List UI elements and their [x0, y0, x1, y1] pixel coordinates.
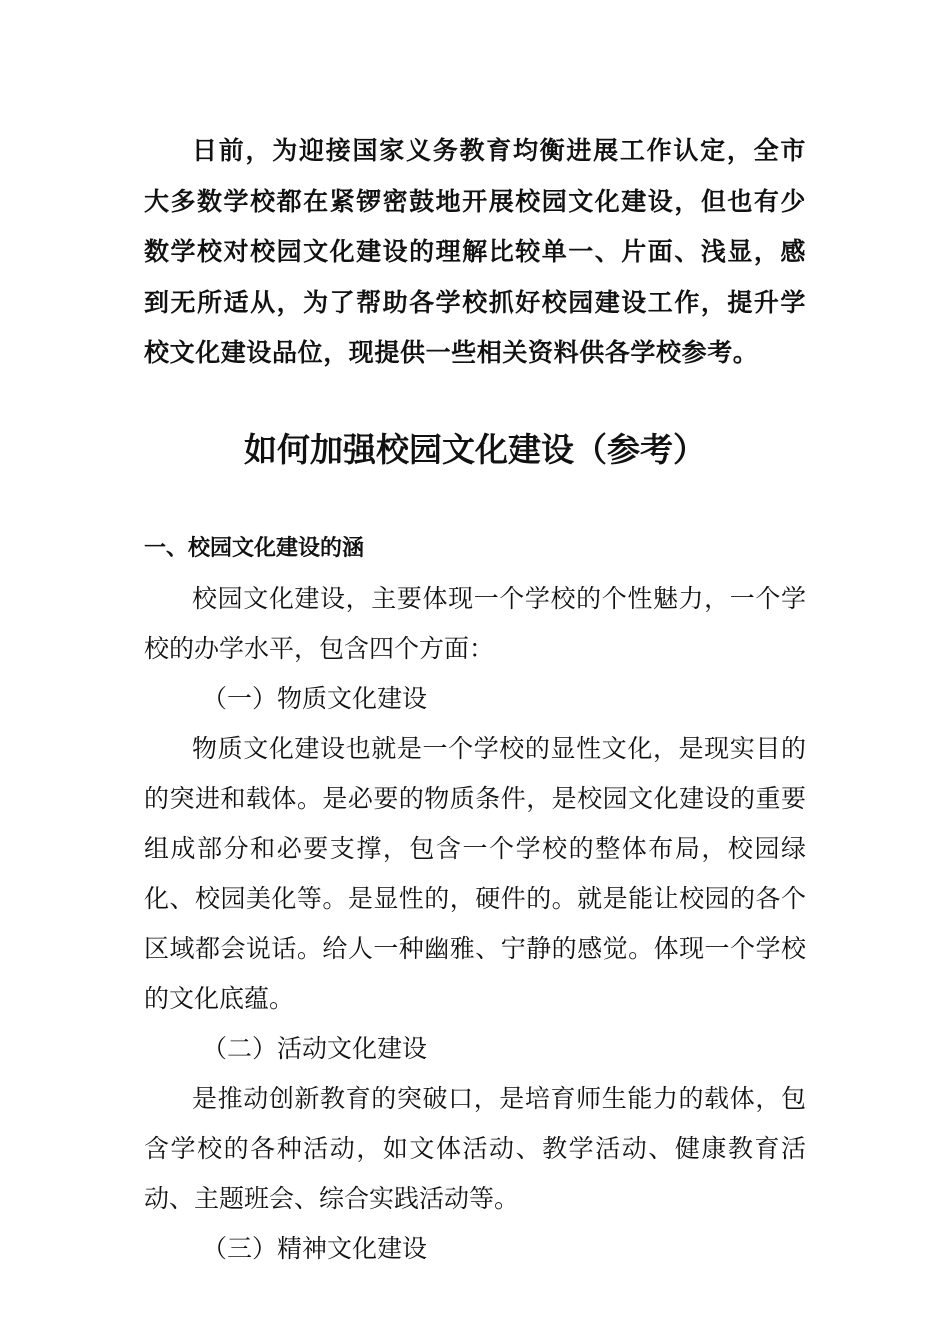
- intro-paragraph: 日前，为迎接国家义务教育均衡进展工作认定，全市大多数学校都在紧锣密鼓地开展校园文化建设，但也有少数学校对校园文化建设的理解比较单一、片面、浅显，感到无所适从，为了帮助各学校抓好校园建设工作，提升学校文化建设品位，现提供一些相关资料供各学校参考。: [144, 136, 806, 367]
- paragraph: 物质文化建设也就是一个学校的显性文化，是现实目的的突进和载体。是必要的物质条件，是校园文化建设的重要组成部分和必要支撑，包含一个学校的整体布局，校园绿化、校园美化等。是显性的，硬件的。就是能让校园的各个区域都会说话。给人一种幽雅、宁静的感觉。体现一个学校的文化底蕴。: [144, 734, 806, 1013]
- sub-heading: （一）物质文化建设: [202, 684, 428, 713]
- sub-heading: （三）精神文化建设: [202, 1234, 428, 1263]
- paragraph: 校园文化建设，主要体现一个学校的个性魅力，一个学校的办学水平，包含四个方面：: [144, 584, 806, 663]
- paragraph: 是推动创新教育的突破口，是培育师生能力的载体，包含学校的各种活动，如文体活动、教学活动、健康教育活动、主题班会、综合实践活动等。: [144, 1084, 806, 1213]
- sub-heading: （二）活动文化建设: [202, 1034, 428, 1063]
- document-body: [144, 524, 806, 1274]
- document-title: 如何加强校园文化建设（参考）: [244, 430, 706, 469]
- section-heading: 一、校园文化建设的涵: [144, 536, 365, 561]
